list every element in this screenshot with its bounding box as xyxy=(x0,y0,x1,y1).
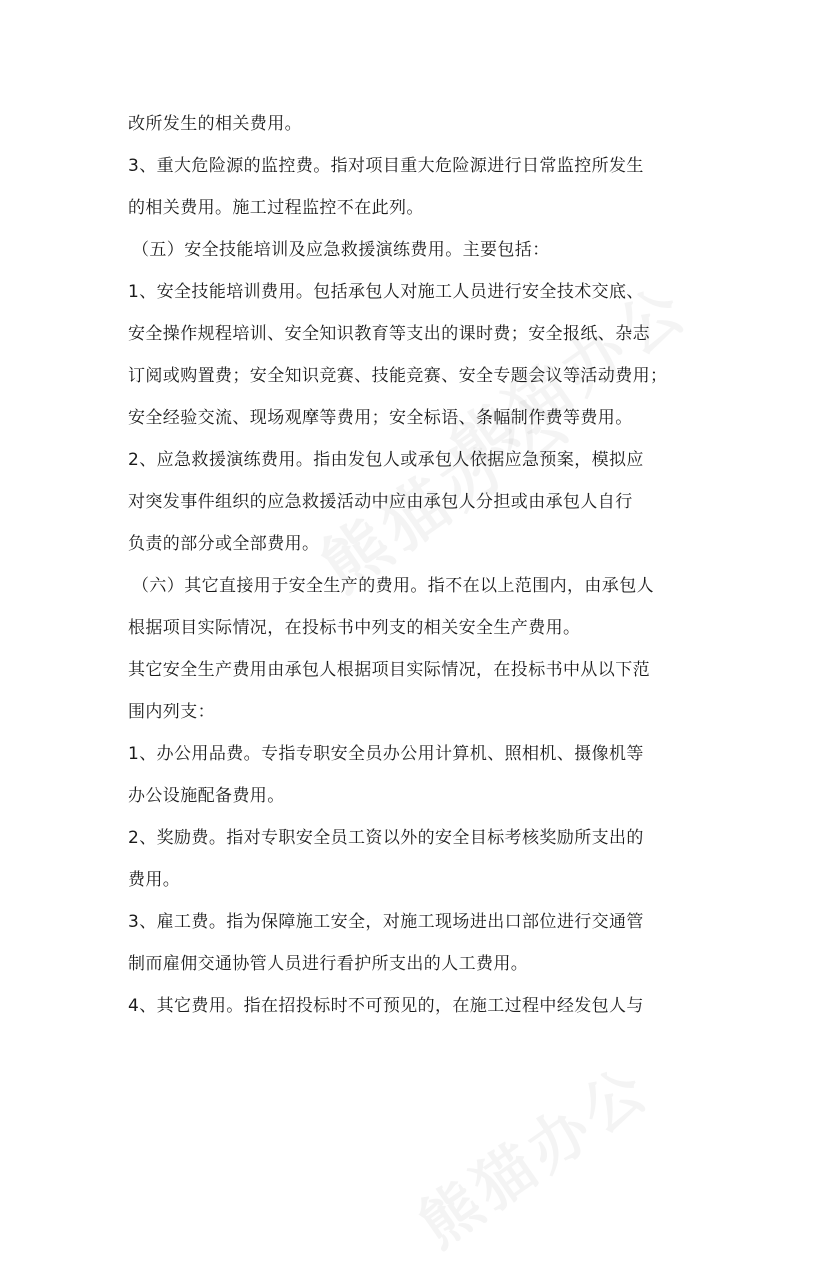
paragraph-line: 3、重大危险源的监控费。指对项目重大危险源进行日常监控所发生 xyxy=(128,156,644,176)
paragraph-line: 安全操作规程培训、安全知识教育等支出的课时费；安全报纸、杂志 xyxy=(128,324,650,344)
paragraph-line: 其它安全生产费用由承包人根据项目实际情况，在投标书中从以下范 xyxy=(128,660,650,680)
paragraph-line: 订阅或购置费；安全知识竞赛、技能竞赛、安全专题会议等活动费用； xyxy=(128,366,668,386)
paragraph-line: 办公设施配备费用。 xyxy=(128,786,285,806)
paragraph-line: 根据项目实际情况，在投标书中列支的相关安全生产费用。 xyxy=(128,618,581,638)
paragraph-line: 2、奖励费。指对专职安全员工资以外的安全目标考核奖励所支出的 xyxy=(128,828,644,848)
paragraph-line: 围内列支： xyxy=(128,702,215,722)
watermark xyxy=(399,1042,665,1264)
paragraph-line: 1、安全技能培训费用。包括承包人对施工人员进行安全技术交底、 xyxy=(128,282,644,302)
paragraph-line: 对突发事件组织的应急救援活动中应由承包人分担或由承包人自行 xyxy=(128,492,633,512)
paragraph-line: 费用。 xyxy=(128,870,181,890)
paragraph-line: 改所发生的相关费用。 xyxy=(128,114,302,134)
paragraph-line: 1、办公用品费。专指专职安全员办公用计算机、照相机、摄像机等 xyxy=(128,744,644,764)
paragraph-line: 安全经验交流、现场观摩等费用；安全标语、条幅制作费等费用。 xyxy=(128,408,633,428)
paragraph-line: 的相关费用。施工过程监控不在此列。 xyxy=(128,198,424,218)
section-heading: （五）安全技能培训及应急救援演练费用。主要包括： xyxy=(132,240,550,260)
paragraph-line: 4、其它费用。指在招投标时不可预见的，在施工过程中经发包人与 xyxy=(128,996,644,1016)
paragraph-line: 负责的部分或全部费用。 xyxy=(128,534,320,554)
watermark xyxy=(299,366,589,609)
paragraph-line: 2、应急救援演练费用。指由发包人或承包人依据应急预案，模拟应 xyxy=(128,450,644,470)
paragraph-line: 3、雇工费。指为保障施工安全，对施工现场进出口部位进行交通管 xyxy=(128,912,644,932)
section-heading: （六）其它直接用于安全生产的费用。指不在以上范围内，由承包人 xyxy=(132,576,654,596)
paragraph-line: 制而雇佣交通协管人员进行看护所支出的人工费用。 xyxy=(128,954,529,974)
